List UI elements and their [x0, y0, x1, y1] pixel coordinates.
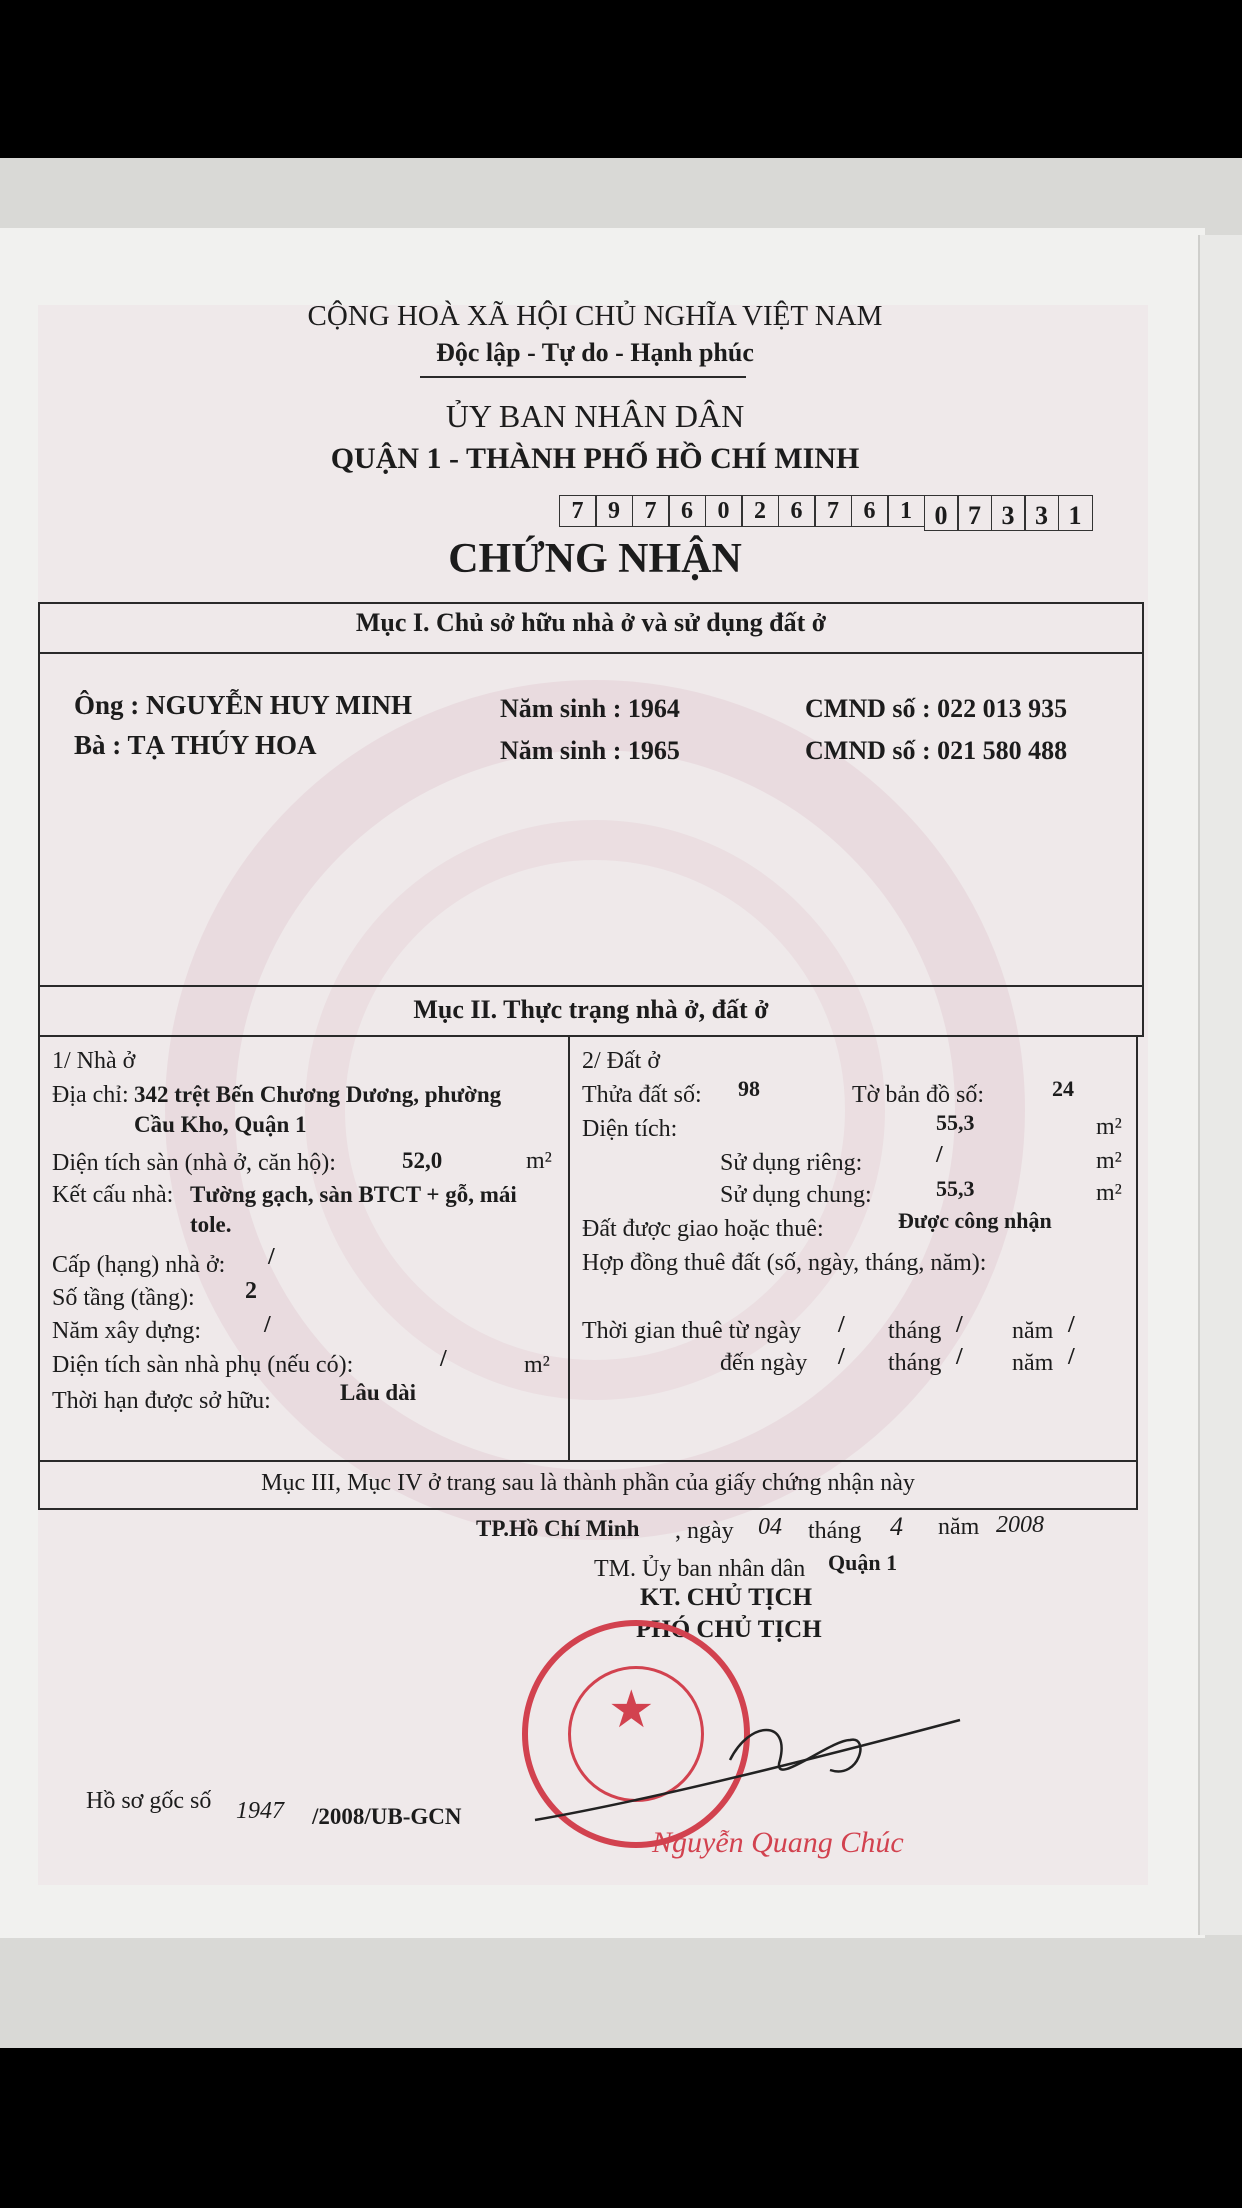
serial-digit: 3	[991, 495, 1026, 531]
issue-year: 2008	[996, 1512, 1044, 1538]
signer-name: Nguyễn Quang Chúc	[652, 1826, 904, 1859]
table-border-bottom	[38, 1508, 1138, 1510]
parcel-value: 98	[738, 1076, 760, 1101]
serial-digit: 1	[1058, 495, 1093, 531]
table-border	[38, 652, 1144, 654]
serial-digit: 6	[668, 495, 706, 527]
private-use-unit: m²	[1096, 1148, 1122, 1174]
issue-place: TP.Hồ Chí Minh	[476, 1516, 640, 1541]
address-label: Địa chỉ:	[52, 1082, 129, 1108]
private-use-label: Sử dụng riêng:	[720, 1150, 863, 1176]
serial-number	[560, 495, 1093, 531]
serial-digit: 7	[559, 495, 597, 527]
section1-heading: Mục I. Chủ sở hữu nhà ở và sử dụng đất ở	[355, 608, 827, 637]
map-sheet-label: Tờ bản đồ số:	[852, 1082, 985, 1108]
issue-day: 04	[758, 1514, 782, 1540]
year-built-value: /	[264, 1312, 271, 1338]
lease-to-label: đến ngày	[720, 1350, 808, 1376]
signature-stroke	[530, 1680, 970, 1840]
table-border-top	[38, 602, 1144, 604]
map-sheet-value: 24	[1052, 1076, 1074, 1101]
address-line1: 342 trệt Bến Chương Dương, phường	[134, 1082, 502, 1107]
district-name: QUẬN 1 - THÀNH PHỐ HỒ CHÍ MINH	[330, 442, 860, 475]
lease-from-year-label: năm	[1012, 1318, 1054, 1344]
dossier-number: 1947	[236, 1798, 284, 1824]
structure-label: Kết cấu nhà:	[52, 1182, 174, 1208]
lease-to-month-label: tháng	[888, 1350, 942, 1376]
land-area-unit: m²	[1096, 1114, 1122, 1140]
serial-digit: 6	[851, 495, 889, 527]
section3-note: Mục III, Mục IV ở trang sau là thành phần của giấy chứng nhận này	[261, 1470, 915, 1496]
lease-from-month: /	[956, 1312, 963, 1338]
table-border-right	[1136, 1035, 1138, 1510]
country-name: CỘNG HOÀ XÃ HỘI CHỦ NGHĨA VIỆT NAM	[307, 300, 883, 332]
land-area-label: Diện tích:	[582, 1116, 678, 1142]
motto: Độc lập - Tự do - Hạnh phúc	[436, 338, 754, 367]
column-divider	[568, 1035, 570, 1460]
serial-digit: 0	[705, 495, 743, 527]
grade-value: /	[268, 1244, 275, 1270]
lease-from-year: /	[1068, 1312, 1075, 1338]
section2-heading: Mục II. Thực trạng nhà ở, đất ở	[413, 995, 769, 1024]
common-use-unit: m²	[1096, 1180, 1122, 1206]
lease-to-month: /	[956, 1344, 963, 1370]
owner2-name: Bà : TẠ THÚY HOA	[74, 730, 317, 760]
lease-from-label: Thời gian thuê từ ngày	[582, 1318, 801, 1344]
ownership-term-label: Thời hạn được sở hữu:	[52, 1388, 271, 1414]
floors-value: 2	[245, 1278, 257, 1304]
lease-from-month-label: tháng	[888, 1318, 942, 1344]
kt-title: KT. CHỦ TỊCH	[640, 1584, 813, 1611]
watermark-emblem-inner	[305, 820, 885, 1400]
land-area-value: 55,3	[936, 1110, 975, 1135]
table-border-right	[1142, 602, 1144, 1036]
committee-name: ỦY BAN NHÂN DÂN	[445, 398, 745, 434]
floor-area-unit: m²	[526, 1148, 552, 1174]
lease-from-day: /	[838, 1312, 845, 1338]
star-icon: ★	[608, 1682, 655, 1739]
address-line2: Cầu Kho, Quận 1	[134, 1112, 307, 1137]
serial-digit: 2	[741, 495, 779, 527]
grade-label: Cấp (hạng) nhà ở:	[52, 1252, 226, 1278]
private-use-value: /	[936, 1142, 943, 1168]
owner1-birth: Năm sinh : 1964	[500, 694, 680, 723]
aux-area-unit: m²	[524, 1352, 550, 1378]
lease-contract-label: Hợp đồng thuê đất (số, ngày, tháng, năm):	[582, 1250, 987, 1276]
table-border	[38, 985, 1144, 987]
serial-digit: 9	[595, 495, 633, 527]
dossier-label: Hồ sơ gốc số	[86, 1788, 212, 1814]
floor-area-label: Diện tích sàn (nhà ở, căn hộ):	[52, 1150, 336, 1176]
structure-line2: tole.	[190, 1212, 232, 1237]
adjacent-page-edge	[1198, 235, 1242, 1935]
lease-to-day: /	[838, 1344, 845, 1370]
ownership-term-value: Lâu dài	[340, 1380, 417, 1405]
document-title: CHỨNG NHẬN	[448, 536, 742, 582]
owner1-name: Ông : NGUYỄN HUY MINH	[74, 690, 413, 720]
table-border	[38, 1460, 1138, 1462]
table-border-left	[38, 602, 40, 1510]
serial-digit: 6	[778, 495, 816, 527]
serial-digit: 0	[924, 495, 959, 531]
owner1-id: CMND số : 022 013 935	[805, 694, 1068, 723]
aux-area-value: /	[440, 1346, 447, 1372]
dossier-suffix: /2008/UB-GCN	[312, 1804, 462, 1829]
motto-underline	[420, 376, 746, 378]
serial-digit: 3	[1024, 495, 1059, 531]
serial-digit: 7	[632, 495, 670, 527]
aux-area-label: Diện tích sàn nhà phụ (nếu có):	[52, 1352, 354, 1378]
floors-label: Số tầng (tầng):	[52, 1285, 195, 1311]
table-border	[38, 1035, 1144, 1037]
issue-month: 4	[890, 1512, 903, 1541]
on-behalf-label: TM. Ủy ban nhân dân	[594, 1556, 806, 1582]
serial-digit: 7	[957, 495, 992, 531]
parcel-label: Thửa đất số:	[582, 1082, 702, 1108]
year-built-label: Năm xây dựng:	[52, 1318, 201, 1344]
vice-chair-title: PHÓ CHỦ TỊCH	[636, 1616, 822, 1643]
land-title: 2/ Đất ở	[582, 1048, 661, 1074]
day-label: , ngày	[675, 1518, 734, 1544]
year-label: năm	[938, 1514, 980, 1540]
serial-digit: 7	[814, 495, 852, 527]
lease-to-year: /	[1068, 1344, 1075, 1370]
common-use-label: Sử dụng chung:	[720, 1182, 872, 1208]
on-behalf-district: Quận 1	[828, 1550, 898, 1575]
owner2-birth: Năm sinh : 1965	[500, 736, 680, 765]
allocation-label: Đất được giao hoặc thuê:	[582, 1216, 824, 1242]
structure-line1: Tường gạch, sàn BTCT + gỗ, mái	[190, 1182, 517, 1207]
house-title: 1/ Nhà ở	[52, 1048, 136, 1074]
serial-digit: 1	[887, 495, 925, 527]
lease-to-year-label: năm	[1012, 1350, 1054, 1376]
month-label: tháng	[808, 1518, 862, 1544]
allocation-value: Được công nhận	[898, 1208, 1052, 1233]
owner2-id: CMND số : 021 580 488	[805, 736, 1068, 765]
common-use-value: 55,3	[936, 1176, 975, 1201]
floor-area-value: 52,0	[402, 1148, 443, 1173]
